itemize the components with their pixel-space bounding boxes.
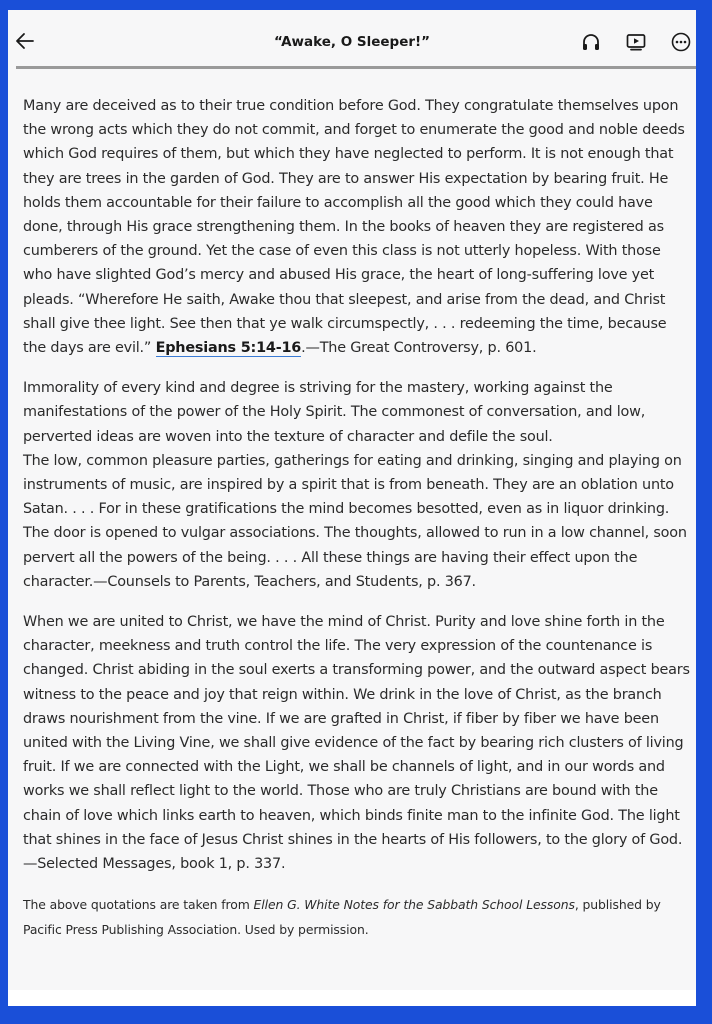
paragraph-3: When we are united to Christ, we have the mind of Christ. Purity and love shine forth in the character, meekness and truth control the life. The very expression of the countenance is changed. Christ abiding in the soul exerts a transforming power, and the outward aspect bears witness to the peace and joy that reign within. We drink in the love of Christ, as the branch draws nourishment from the vine. If we are grafted in Christ, if fiber by fiber we have been united with the Living Vine, we shall give evidence of the fact by bearing rich clusters of living fruit. If we are connected with the Light, we shall be channels of light, and in our words and works we shall reflect light to the world. Those who are truly Christians are bound with the chain of love which links earth to heaven, which binds finite man to the infinite God. The light that shines in the face of Jesus Christ shines in the hearts of His followers, to the glory of God.—Selected Messages, book 1, p. 337. bbox=[23, 614, 690, 873]
paragraph-1-citation: .—The Great Controversy, p. 601. bbox=[301, 340, 537, 357]
bottom-strip bbox=[8, 990, 696, 1006]
paragraph-2-line-1: Immorality of every kind and degree is striving for the mastery, working against the manifestations of the power of the Holy Spirit. The commonest of conversation, and low, perverted ideas are woven into the texture of character and defile the soul. bbox=[23, 380, 646, 445]
footnote-book-title: Ellen G. White Notes for the Sabbath School Lessons bbox=[253, 897, 575, 913]
footnote-text-start: The above quotations are taken from bbox=[23, 897, 254, 913]
header-divider bbox=[16, 66, 696, 69]
toolbar-icons bbox=[580, 31, 692, 53]
more-options-icon[interactable] bbox=[670, 31, 692, 53]
paragraph-2 bbox=[23, 376, 690, 594]
top-bar bbox=[8, 10, 696, 68]
footnote bbox=[23, 892, 690, 942]
page-title: “Awake, O Sleeper!” bbox=[273, 34, 431, 50]
scripture-link-ephesians[interactable]: Ephesians 5:14-16 bbox=[155, 340, 302, 357]
headphones-icon[interactable] bbox=[580, 31, 602, 53]
app-window bbox=[8, 10, 696, 1006]
footnote-text-end: , published by Pacific Press Publishing Association. Used by permission. bbox=[23, 897, 661, 938]
video-play-icon[interactable] bbox=[625, 31, 647, 53]
paragraph-2-line-2: The low, common pleasure parties, gatherings for eating and drinking, singing and playing on instruments of music, are inspired by a spirit that is from beneath. They are an oblation unto Satan. . . . For in these gratifications the mind becomes besotted, even as in liquor drinking. The door is opened to vulgar associations. The thoughts, allowed to run in a low channel, soon pervert all the powers of the being. . . . All these things are having their effect upon the character.—Counsels to Parents, Teachers, and Students, p. 367. bbox=[23, 452, 687, 590]
reading-content bbox=[23, 94, 690, 942]
paragraph-1-text: Many are deceived as to their true condition before God. They congratulate themselves upon the wrong acts which they do not commit, and forget to enumerate the good and noble deeds which God requires of them, but which they have neglected to perform. It is not enough that they are trees in the garden of God. They are to answer His expectation by bearing fruit. He holds them accountable for their failure to accomplish all the good which they could have done, through His grace strengthening them. In the books of heaven they are registered as cumberers of the ground. Yet the case of even this class is not utterly hopeless. With those who have slighted God’s mercy and abused His grace, the heart of long-suffering love yet pleads. “Wherefore He saith, Awake thou that sleepest, and arise from the dead, and Christ shall give thee light. See then that ye walk circumspectly, . . . redeeming the time, because the days are evil.” bbox=[23, 98, 685, 357]
paragraph-1 bbox=[23, 94, 690, 360]
